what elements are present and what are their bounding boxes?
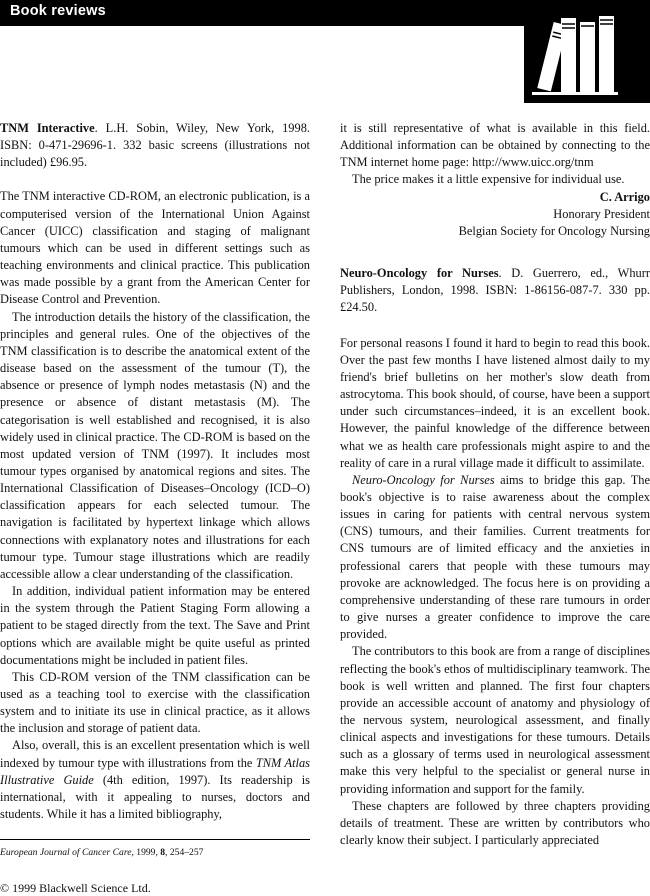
review1-paragraph: The introduction details the history of the classification, the principles and general rules. One of the objectives of the TNM classification is to describe the anatomical extent of the disease based on the assessment of the tumour (T), the absence or presence of lymph nodes metastasis (N) and the presence or absence of distant metastasis (M). The categorisation is well established and recognised, it is also widely used in clinical practice. The CD-ROM is based on the most updated version of TNM (1997). It includes most tumour types organised by anatomical regions and sites. The International Classification of Diseases–Oncology (ICD–O) classification appears for each selected tumour. The navigation is facilitated by hypertext linkage which allows connections with explanatory notes and illustrations for each tumour type. Tumour stage illustrations which are readily accessible allow a clear understanding of the classification. — [0, 309, 310, 581]
footnote-rule — [0, 839, 310, 840]
books-logo-icon — [524, 0, 650, 103]
review2-citation: Neuro-Oncology for Nurses. D. Guerrero, ed., Whurr Publishers, London, 1998. ISBN: 1-86156-087-7. 330 pp. £24.50. — [340, 266, 650, 315]
journal-citation: European Journal of Cancer Care, 1999, 8, 254–257 — [0, 847, 204, 858]
review2-paragraph: Neuro-Oncology for Nurses aims to bridge this gap. The book's objective is to raise awareness about the complex issues in caring for patients with central nervous system (CNS) tumours, and their families. Current treatments for CNS tumours are of limited efficacy and the anxieties in professional carers that people with these tumours may provoke are acknowledged. The focus here is on providing a comprehensive understanding of these rare tumours in order to give nurses a greater confidence to improve the care provided. — [340, 472, 650, 642]
review1-paragraph: The TNM interactive CD-ROM, an electronic publication, is a computerised version of the International Union Against Cancer (UICC) classification and staging of malignant tumours which can be used in different settings such as teaching environments and clinical practice. This publication was made possible by a grant from the American Center for Disease Control and Prevention. — [0, 189, 310, 307]
left-column — [0, 120, 310, 823]
reviewer-role: Honorary President — [553, 206, 650, 221]
review1-paragraph-continued: it is still representative of what is available in this field. Additional information can be obtained by connecting to the TNM internet home page: http://www.uicc.org/tnm — [340, 121, 650, 170]
review1-paragraph: Also, overall, this is an excellent presentation which is well indexed by tumour type with illustrations from the TNM Atlas Illustrative Guide (4th edition, 1997). Its readership is international, with it appealing to nurses, doctors and students. While it has a limited bibliography, — [0, 738, 310, 822]
review2-paragraph: For personal reasons I found it hard to begin to read this book. Over the past few months I have listened almost daily to my friend's brief bulletins on her mother's slow death from astrocytoma. This book should, of course, have been a support under such circumstances–indeed, it is an excellent book. However, the painful knowledge of the difference between what we as health care professionals might aspire to and the reality of care in a rural village made it difficult to assimilate. — [340, 335, 650, 470]
review1-paragraph: The price makes it a little expensive for individual use. — [352, 172, 625, 187]
section-title: Book reviews — [10, 3, 106, 19]
reviewer-organisation: Belgian Society for Oncology Nursing — [458, 223, 650, 238]
review2-paragraph: The contributors to this book are from a range of disciplines reflecting the book's ethos of multidisciplinary teamwork. The book is well written and planned. The first four chapters provide an accessible account of anatomy and physiology of the nervous system, neurological assessment, and finally clinical aspects and investigations for these tumours. Details such as a glossary of terms used in neurological assessment make this very helpful to the specialist or general nurse in providing information and support for the family. — [340, 644, 650, 796]
reviewer-name: C. Arrigo — [599, 189, 650, 204]
review2-paragraph: These chapters are followed by three chapters providing details of treatment. These are written by contributors who clearly know their subject. I particularly appreciated — [340, 798, 650, 848]
review1-paragraph: This CD-ROM version of the TNM classification can be used as a teaching tool to exercise with the classification system and to initiate its use in clinical practice, as it allows the inclusion and storage of patient data. — [0, 669, 310, 736]
right-column — [340, 120, 650, 849]
copyright-notice: © 1999 Blackwell Science Ltd. — [0, 881, 151, 895]
review1-paragraph: In addition, individual patient information may be entered in the system through the Patient Staging Form allowing a patient to be staged directly from the text. The Save and Print options which are available might be quite useful as printed documentations might be included in patient files. — [0, 584, 310, 667]
review1-citation: TNM Interactive. L.H. Sobin, Wiley, New York, 1998. ISBN: 0-471-29696-1. 332 basic screens (illustrations not included) £96.95. — [0, 121, 310, 170]
